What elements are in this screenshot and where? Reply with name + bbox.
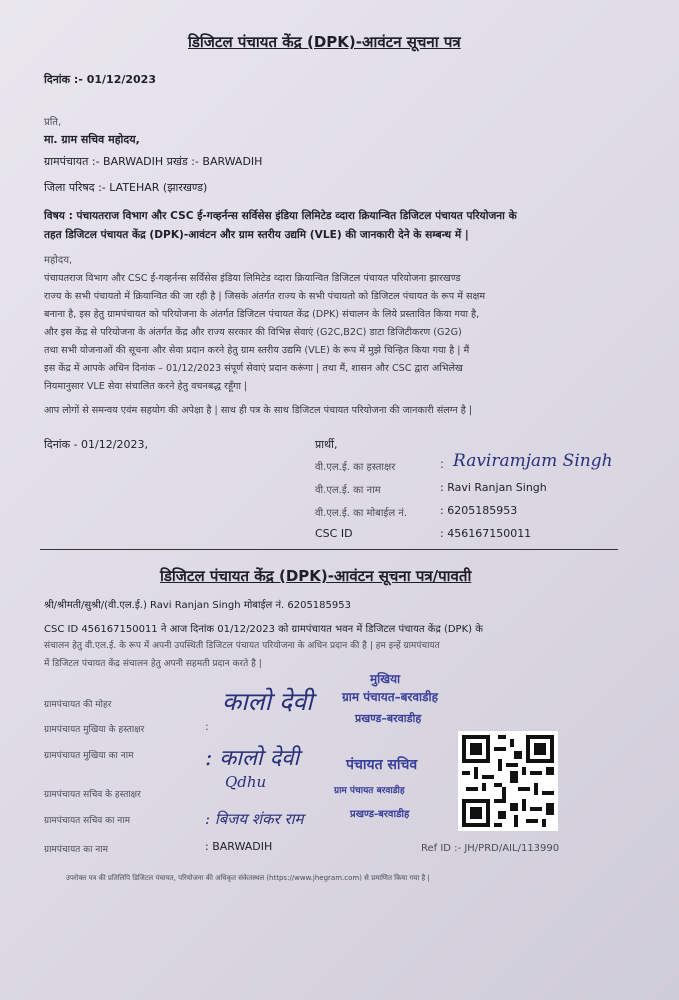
sachiv-stamp-block: प्रखण्ड-बरवाडीह <box>350 809 410 820</box>
body-line: इस केंद्र में आपके अधिन दिनांक – 01/12/2023 संपूर्ण सेवाएं प्रदान करूंगा | तथा मैं, शासन और CSC द्वारा अभिलेख <box>44 363 463 374</box>
csc-id-label: CSC ID <box>315 527 353 540</box>
receipt-title: डिजिटल पंचायत केंद्र (DPK)-आवंटन सूचना पत्र/पावती <box>160 567 472 585</box>
district-line: जिला परिषद :- LATEHAR (झारखण्ड) <box>44 181 208 194</box>
letter-date: दिनांक :- 01/12/2023 <box>44 73 156 86</box>
vle-mobile: : 6205185953 <box>440 504 518 517</box>
sachiv-stamp-gp: ग्राम पंचायत बरवाडीह <box>334 786 405 796</box>
vle-sign-label: वी.एल.ई. का हस्ताक्षर <box>315 462 396 473</box>
body-line: पंचायतराज विभाग और CSC ई-गव्हर्नन्स सर्विसेस इंडिया लिमिटेड व्दारा क्रियान्वित डिजिटल पंचायत परियोजना झारखण्ड <box>44 273 461 284</box>
gp-name: : BARWADIH <box>205 840 273 853</box>
body-line: नियमानुसार VLE सेवा संचालित करने हेतु वचनबद्ध रहूँगा | <box>44 381 248 392</box>
qr-code-icon <box>458 731 558 831</box>
vle-signature: Raviramjam Singh <box>453 451 613 471</box>
recipient: मा. ग्राम सचिव महोदय, <box>44 133 140 146</box>
applicant-label: प्रार्थी, <box>315 438 338 451</box>
panchayat-line: ग्रामपंचायत :- BARWADIH प्रखंड :- BARWADIH <box>44 155 263 168</box>
subject-line-2: तहत डिजिटल पंचायत केंद्र (DPK)-आवंटन और ग्राम स्तरीय उद्यमि (VLE) की जानकारी देने के सम्बन्ध में | <box>44 229 469 241</box>
vle-name: : Ravi Ranjan Singh <box>440 481 547 494</box>
sachiv-sign-label: ग्रामपंचायत सचिव के हस्ताक्षर <box>44 790 141 800</box>
receipt-csc-line: संचालन हेतु वी.एल.ई. के रूप में अपनी उपस्थिती डिजिटल पंचायत परियोजना के अधिन प्रदान की है | हम इन्हें ग्रामपंचायत <box>44 641 440 651</box>
receipt-csc-line: CSC ID 456167150011 ने आज दिनांक 01/12/2023 को ग्रामपंचायत भवन में डिजिटल पंचायत केंद्र (DPK) के <box>44 624 483 635</box>
gp-name-label: ग्रामपंचायत का नाम <box>44 845 108 855</box>
closing-line: आप लोगों से समन्वय एवंम सहयोग की अपेक्षा है | साथ ही पत्र के साथ डिजिटल पंचायत परियोजना की जानकारी संलग्न है | <box>44 405 473 416</box>
vle-sign-colon: : <box>440 457 445 471</box>
sachiv-name-label: ग्रामपंचायत सचिव का नाम <box>44 816 130 826</box>
receipt-vle-line: श्री/श्रीमती/सुश्री/(वी.एल.ई.) Ravi Ranjan Singh मोबाईल नं. 6205185953 <box>44 600 351 611</box>
body-line: बनाना है, इस हेतु ग्रामपंचायत को परियोजना के अंतर्गत डिजिटल पंचायत केंद्र (DPK) संचालन के लिये प्रस्तावित किया गया है, <box>44 309 480 320</box>
mukhiya-name-label: ग्रामपंचायत मुखिया का नाम <box>44 751 134 761</box>
body-line: और इस केंद्र से परियोजना के अंतर्गत केंद्र और राज्य सरकार की विभिन्न सेवाएं (G2C,B2C) डाटा डिजिटीकरण (G2G) <box>44 327 462 338</box>
mukhiya-handwritten-sign: कालो देवी <box>222 687 313 716</box>
vle-mobile-label: वी.एल.ई. का मोबाईल नं. <box>315 508 408 519</box>
section-divider <box>40 549 618 550</box>
body-line: तथा सभी योजनाओं की सूचना और सेवा प्रदान करने हेतु ग्राम स्तरीय उद्यमि (VLE) के रूप में मुझे चिन्हित किया गया है | मैं <box>44 345 470 356</box>
ref-id: Ref ID :- JH/PRD/AIL/113990 <box>421 843 560 854</box>
prati-label: प्रति, <box>44 117 62 128</box>
sachiv-handwritten-sign: Qdhu <box>225 773 267 791</box>
mukhiya-stamp-block: प्रखण्ड–बरवाडीह <box>355 712 422 725</box>
sachiv-handwritten-name: : बिजय शंकर राम <box>205 810 304 828</box>
mukhiya-stamp-gp: ग्राम पंचायत–बरवाडीह <box>342 690 439 704</box>
gp-seal-label: ग्रामपंचायत की मोहर <box>44 700 112 710</box>
mukhiya-sign-colon: : <box>205 720 209 733</box>
body-line: राज्य के सभी पंचायतो में क्रियान्वित की जा रही है | जिसके अंतर्गत राज्य के सभी पंचायतो को डिजिटल पंचायत के रूप में सक्षम <box>44 291 486 302</box>
sachiv-stamp-title: पंचायत सचिव <box>346 757 418 773</box>
vle-name-label: वी.एल.ई. का नाम <box>315 485 381 496</box>
page-title: डिजिटल पंचायत केंद्र (DPK)-आवंटन सूचना पत्र <box>188 33 461 51</box>
mukhiya-sign-label: ग्रामपंचायत मुखिया के हस्ताक्षर <box>44 725 145 735</box>
subject-line-1: विषय : पंचायतराज विभाग और CSC ई-गव्हर्नन्स सर्विसेस इंडिया लिमिटेड व्दारा क्रियान्वित डिजिटल पंचायत परियोजना के <box>44 210 517 222</box>
sign-date: दिनांक - 01/12/2023, <box>44 438 148 451</box>
csc-id: : 456167150011 <box>440 527 532 540</box>
footer-note: उपरोक्त पत्र की प्रतिलिपि डिजिटल पंचायत, परियोजना की अधिकृत संकेतस्थल (https://www.jhegram.com) से प्रमाणित किया गया है | <box>66 874 430 882</box>
greeting: महोदय, <box>44 255 73 266</box>
receipt-csc-line: में डिजिटल पंचायत केंद्र संचालन हेतु अपनी सहमती प्रदान करते है | <box>44 659 262 669</box>
mukhiya-stamp-title: मुखिया <box>370 672 401 686</box>
mukhiya-handwritten-name: : कालो देवी <box>205 746 300 771</box>
